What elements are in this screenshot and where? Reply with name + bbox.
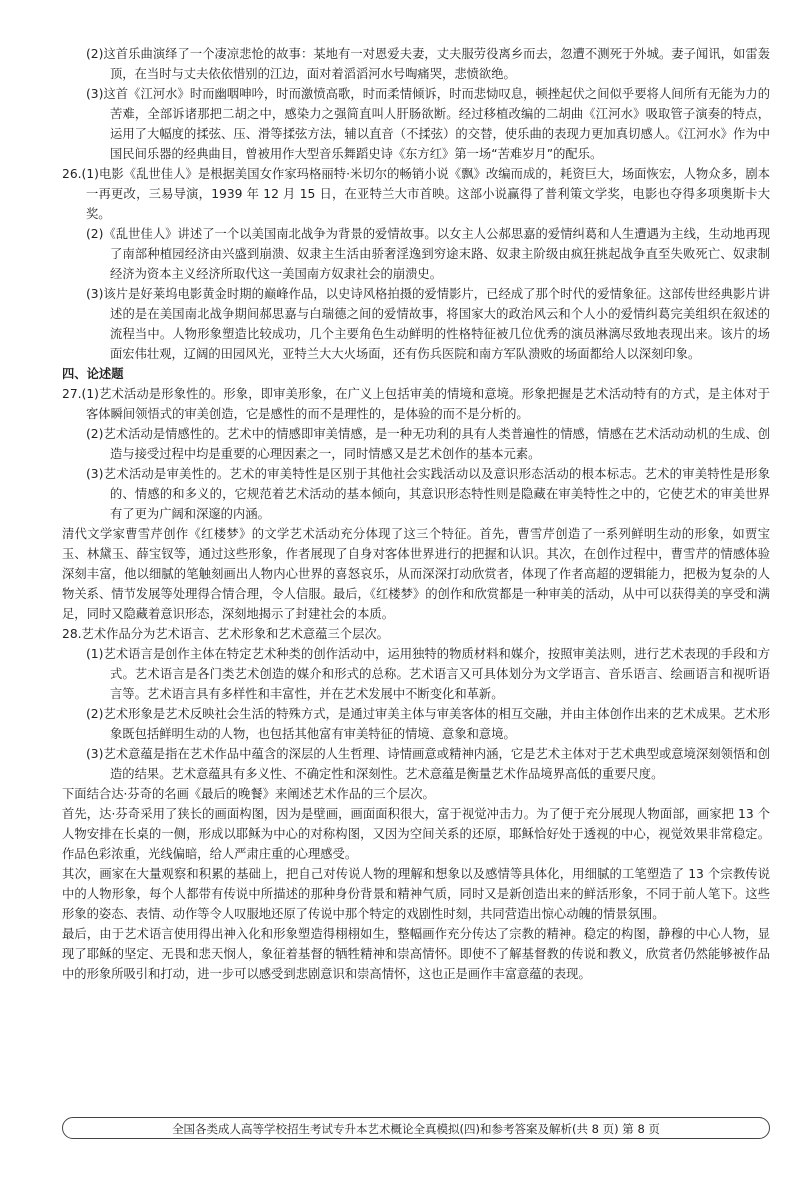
answer-25-2: (2)这首乐曲演绎了一个凄凉悲怆的故事：某地有一对恩爱夫妻，丈夫服劳役离乡而去，忽遭不测死于外城。妻子闻讯，如雷轰顶，在当时与丈夫依依惜别的江边，面对着滔滔河水号啕痛哭，悲愤欲绝。 bbox=[86, 47, 770, 81]
answer-25-3: (3)这首《江河水》时而幽咽呻吟，时而激愤高歌，时而柔情倾诉，时而悲恸叹息，顿挫起伏之间似乎要将人间所有无能为力的苦难，全部诉诸那把二胡之中，感染力之强简直叫人肝肠欲断。经过移植改编的二胡曲《江河水》吸取管子演奏的特点，运用了大幅度的揉弦、压、滑等揉弦方法，辅以直音（不揉弦）的交替，使乐曲的表现力更加真切感人。《江河水》作为中国民间乐器的经典曲目，曾被用作大型音乐舞蹈史诗《东方红》第一场“苦难岁月”的配乐。 bbox=[86, 87, 770, 161]
answer-28-2: (2)艺术形象是艺术反映社会生活的特殊方式，是通过审美主体与审美客体的相互交融，并由主体创作出来的艺术成果。艺术形象既包括鲜明生动的人物，也包括其他富有审美特征的情境、意象和意境。 bbox=[86, 707, 770, 741]
answer-26-3: (3)该片是好莱坞电影黄金时期的巅峰作品，以史诗风格拍摄的爱情影片，已经成了那个时代的爱情象征。这部传世经典影片讲述的是在美国南北战争期间郝思嘉与白瑞德之间的爱情故事，将国家大的政治风云和个人小的爱情纠葛完美组织在叙述的流程当中。人物形象塑造比较成功，几个主要角色生动鲜明的性格特征被几位优秀的演员淋漓尽致地表现出来。该片的场面宏伟壮观，辽阔的田园风光，亚特兰大大火场面，还有伤兵医院和南方军队溃败的场面都给人以深刻印象。 bbox=[86, 287, 770, 361]
answer-27-1: 27.(1)艺术活动是形象性的。形象，即审美形象，在广义上包括审美的情境和意境。形象把握是艺术活动特有的方式，是主体对于客体瞬间领悟式的审美创造，它是感性的而不是理性的，是体验的而不是分析的。 bbox=[62, 387, 770, 421]
page-footer: 全国各类成人高等学校招生考试专升本艺术概论全真模拟(四)和参考答案及解析(共 8 页) 第 8 页 bbox=[62, 1117, 770, 1139]
answer-27-2: (2)艺术活动是情感性的。艺术中的情感即审美情感，是一种无功利的具有人类普遍性的情感，情感在艺术活动动机的生成、创造与接受过程中均是重要的心理因素之一，同时情感又是艺术创作的基本元素。 bbox=[86, 427, 770, 461]
answer-28-example-last: 最后，由于艺术语言使用得出神入化和形象塑造得栩栩如生，整幅画作充分传达了宗教的精神。稳定的构图，静穆的中心人物，显现了耶稣的坚定、无畏和悲天悯人，象征着基督的牺牲精神和崇高情怀。即使不了解基督教的传说和教义，欣赏者仍然能够被作品中的形象所吸引和打动，进一步可以感受到悲剧意识和崇高情怀，这也正是画作丰富意蕴的表现。 bbox=[62, 927, 770, 981]
answer-28-example-first: 首先，达·芬奇采用了狭长的画面构图，因为是壁画，画面面积很大，富于视觉冲击力。为了便于充分展现人物面部，画家把 13 个人物安排在长桌的一侧，形成以耶稣为中心的对称构图，又因为空间关系的还原，耶稣恰好处于透视的中心，视觉效果非常稳定。作品色彩浓重，光线偏暗，给人严肃庄重的心理感受。 bbox=[62, 807, 770, 861]
answer-28-1: (1)艺术语言是创作主体在特定艺术种类的创作活动中，运用独特的物质材料和媒介，按照审美法则，进行艺术表现的手段和方式。艺术语言是各门类艺术创造的媒介和形式的总称。艺术语言又可具体划分为文学语言、音乐语言、绘画语言和视听语言等。艺术语言具有多样性和丰富性，并在艺术发展中不断变化和革新。 bbox=[86, 647, 770, 701]
document-body bbox=[62, 44, 770, 984]
section-heading-essay: 四、论述题 bbox=[62, 367, 124, 381]
answer-27-example: 清代文学家曹雪芹创作《红楼梦》的文学艺术活动充分体现了这三个特征。首先，曹雪芹创造了一系列鲜明生动的形象，如贾宝玉、林黛玉、薛宝钗等，通过这些形象，作者展现了自身对客体世界进行的把握和认识。其次，在创作过程中，曹雪芹的情感体验深刻丰富，他以细腻的笔触刻画出人物内心世界的喜怒哀乐，从而深深打动欣赏者，体现了作者高超的逻辑能力，把极为复杂的人物关系、情节发展等处理得合情合理，令人信服。最后，《红楼梦》的创作和欣赏都是一种审美的活动，从中可以获得美的享受和满足，同时又隐藏着意识形态，深刻地揭示了封建社会的本质。 bbox=[62, 527, 770, 621]
answer-26-2: (2)《乱世佳人》讲述了一个以美国南北战争为背景的爱情故事。以女主人公郝思嘉的爱情纠葛和人生遭遇为主线，生动地再现了南部种植园经济由兴盛到崩溃、奴隶主生活由骄奢淫逸到穷途末路、奴隶主阶级由疯狂挑起战争直至失败死亡、奴隶制经济为资本主义经济所取代这一美国南方奴隶社会的崩溃史。 bbox=[86, 227, 770, 281]
answer-27-3: (3)艺术活动是审美性的。艺术的审美特性是区别于其他社会实践活动以及意识形态活动的根本标志。艺术的审美特性是形象的、情感的和多义的，它规范着艺术活动的基本倾向，其意识形态特性则是隐藏在审美特性之中的，它使艺术的审美世界有了更为广阔和深邃的内涵。 bbox=[86, 467, 770, 521]
answer-28-example-second: 其次，画家在大量观察和积累的基础上，把自己对传说人物的理解和想象以及感情等具体化，用细腻的工笔塑造了 13 个宗教传说中的人物形象，每个人都带有传说中所描述的那种身份背景和精神气质，同时又是新创造出来的鲜活形象，不同于前人笔下。这些形象的姿态、表情、动作等令人叹服地还原了传说中那个特定的戏剧性时刻，共同营造出惊心动魄的情景氛围。 bbox=[62, 867, 770, 921]
answer-28-intro: 28.艺术作品分为艺术语言、艺术形象和艺术意蕴三个层次。 bbox=[62, 627, 389, 641]
answer-26-1: 26.(1)电影《乱世佳人》是根据美国女作家玛格丽特·米切尔的畅销小说《飘》改编而成的，耗资巨大，场面恢宏，人物众多，剧本一再更改，三易导演，1939 年 12 月 15 日，在亚特兰大市首映。这部小说赢得了普利策文学奖，电影也夺得多项奥斯卡大奖。 bbox=[62, 167, 770, 221]
answer-28-3: (3)艺术意蕴是指在艺术作品中蕴含的深层的人生哲理、诗情画意或精神内涵，它是艺术主体对于艺术典型或意境深刻领悟和创造的结果。艺术意蕴具有多义性、不确定性和深刻性。艺术意蕴是衡量艺术作品境界高低的重要尺度。 bbox=[86, 747, 770, 781]
answer-28-example-intro: 下面结合达·芬奇的名画《最后的晚餐》来阐述艺术作品的三个层次。 bbox=[62, 787, 435, 801]
